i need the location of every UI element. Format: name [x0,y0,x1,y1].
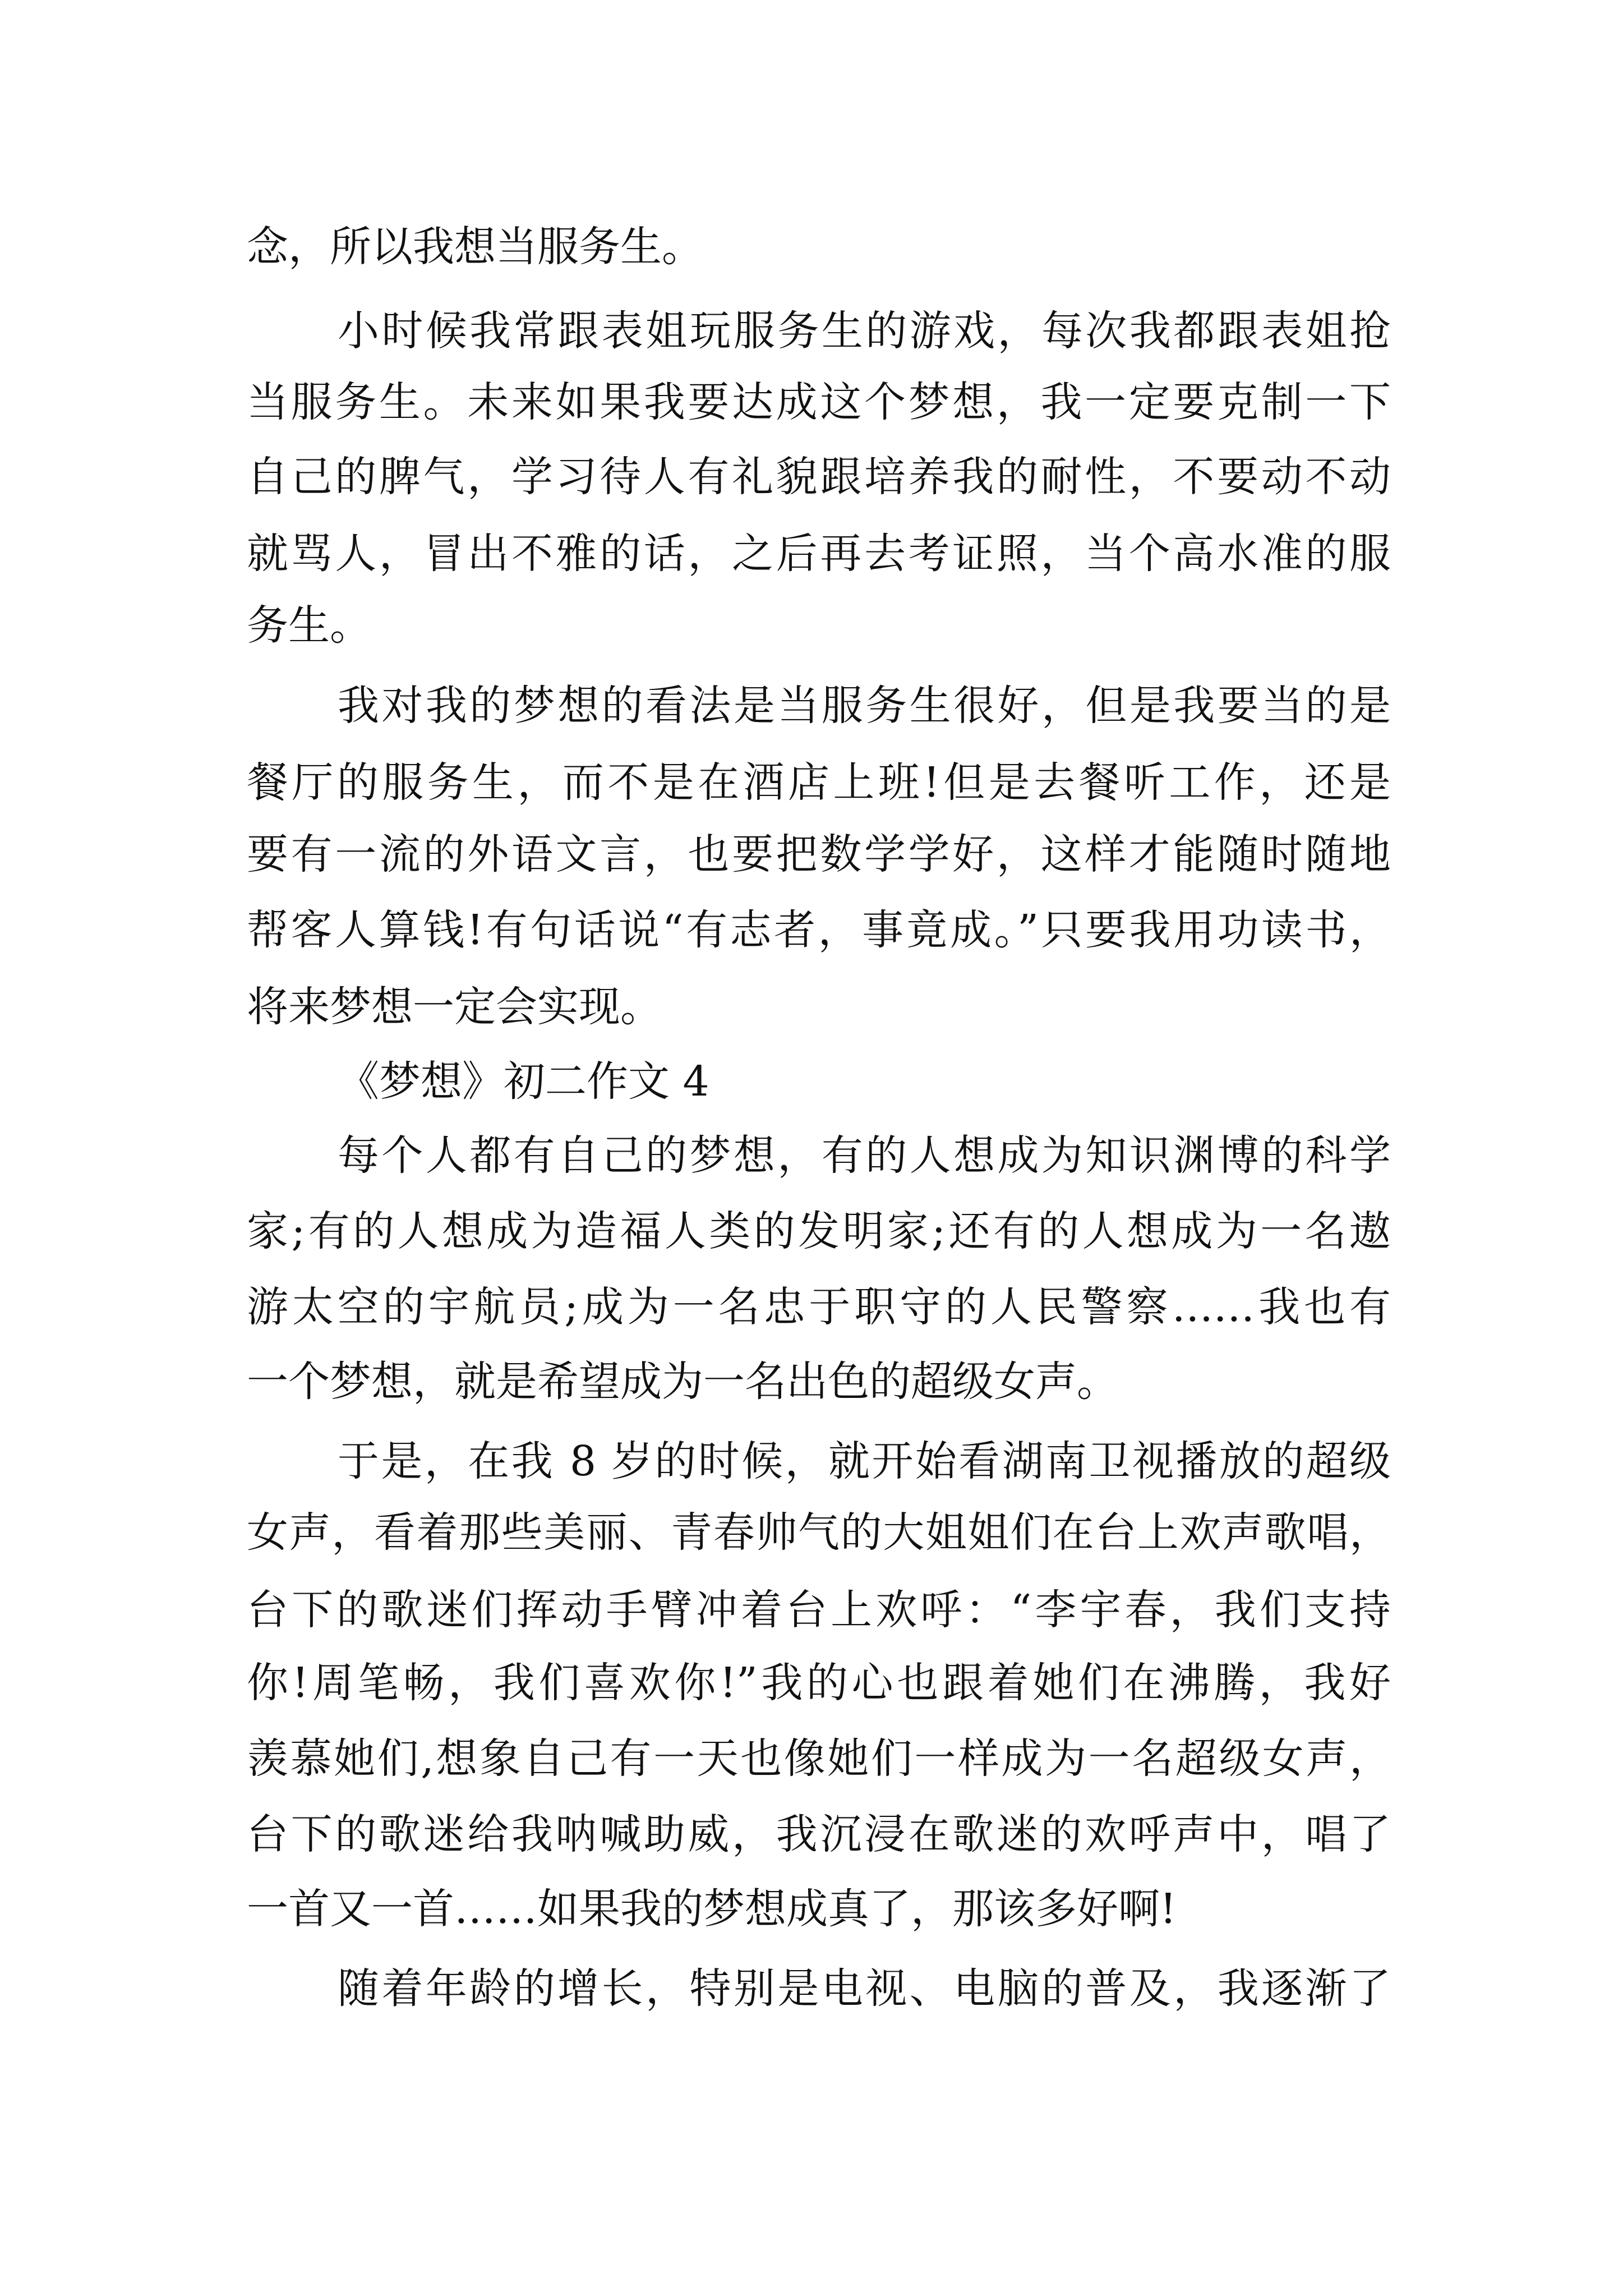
text-line: 当服务生。未来如果我要达成这个梦想，我一定要克制一下 [247,378,1391,426]
text-line: 要有一流的外语文言，也要把数学学好，这样才能随时随地 [247,830,1391,878]
text-line: 将来梦想一定会实现。 [247,983,662,1031]
text-line: 餐厅的服务生，而不是在酒店上班!但是去餐听工作，还是 [247,758,1391,807]
text-line: 羡慕她们,想象自己有一天也像她们一样成为一名超级女声， [247,1734,1391,1783]
text-line: 台下的歌迷给我呐喊助威，我沉浸在歌迷的欢呼声中，唱了 [247,1810,1391,1858]
text-line: 务生。 [247,601,371,650]
section-heading: 《梦想》初二作文 4 [338,1057,709,1106]
text-line: 每个人都有自己的梦想，有的人想成为知识渊博的科学 [338,1131,1391,1180]
text-line: 台下的歌迷们挥动手臂冲着台上欢呼：“李宇春，我们支持 [247,1586,1391,1634]
text-line: 家;有的人想成为造福人类的发明家;还有的人想成为一名遨 [247,1207,1391,1255]
text-line: 我对我的梦想的看法是当服务生很好，但是我要当的是 [338,682,1391,730]
text-line: 一首又一首……如果我的梦想成真了，那该多好啊! [247,1885,1177,1933]
text-line: 随着年龄的增长，特别是电视、电脑的普及，我逐渐了 [338,1964,1391,2013]
text-line: 自己的脾气，学习待人有礼貌跟培养我的耐性，不要动不动 [247,453,1391,501]
text-line: 帮客人算钱!有句话说“有志者，事竟成。”只要我用功读书， [247,906,1391,954]
text-line: 念，所以我想当服务生。 [247,223,703,271]
text-line: 游太空的宇航员;成为一名忠于职守的人民警察……我也有 [247,1283,1391,1331]
text-line: 女声，看着那些美丽、青春帅气的大姐姐们在台上欢声歌唱， [247,1508,1391,1557]
text-line: 小时候我常跟表姐玩服务生的游戏，每次我都跟表姐抢 [338,307,1391,355]
text-line: 于是，在我 8 岁的时候，就开始看湖南卫视播放的超级 [338,1437,1391,1485]
text-line: 一个梦想，就是希望成为一名出色的超级女声。 [247,1358,1118,1406]
text-line: 就骂人，冒出不雅的话，之后再去考证照，当个高水准的服 [247,530,1391,578]
text-line: 你!周笔畅，我们喜欢你!”我的心也跟着她们在沸腾，我好 [247,1659,1391,1707]
